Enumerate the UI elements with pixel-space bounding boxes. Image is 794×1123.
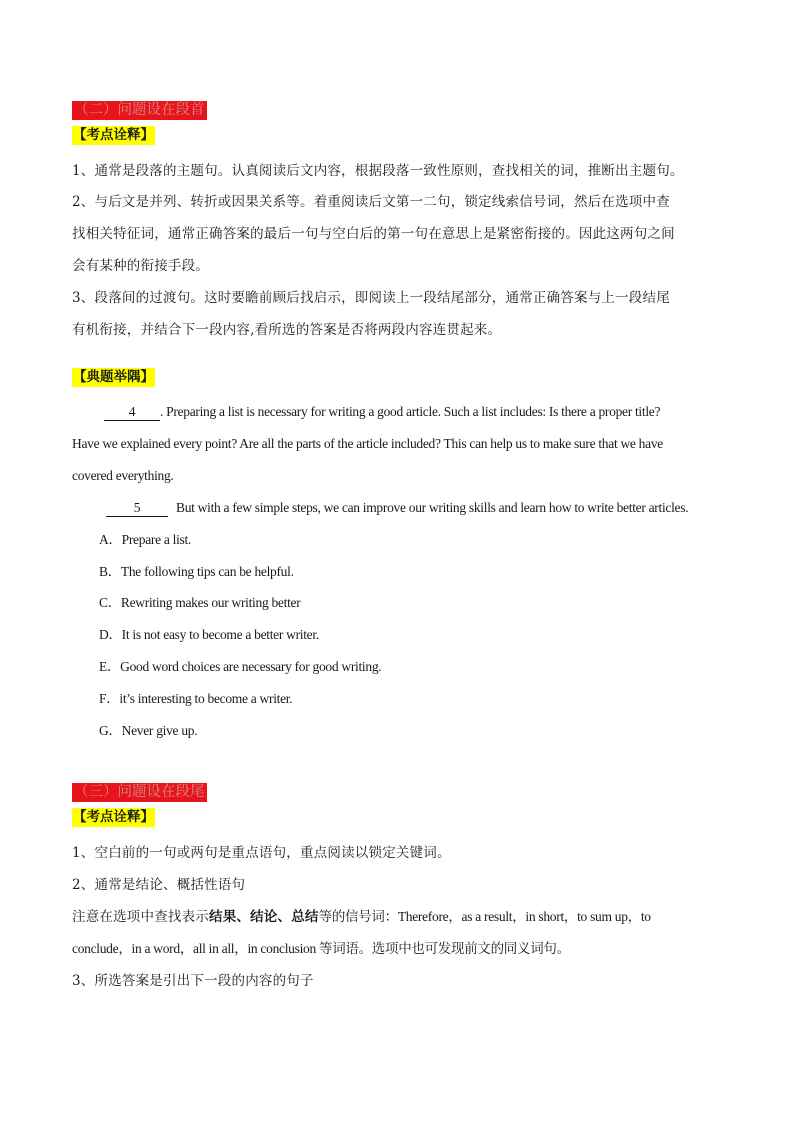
paragraph-line: 有机衔接，并结合下一段内容,看所选的答案是否将两段内容连贯起来。 [72, 322, 502, 338]
question-4-line [104, 402, 660, 422]
option-b: B．The following tips can be helpful. [99, 564, 294, 579]
answer-blank-4: 4 [104, 404, 160, 421]
paragraph-line: 1、通常是段落的主题句。认真阅读后文内容，根据段落一致性原则，查找相关的词，推断出主题句。 [72, 163, 684, 179]
keyword-summary: 总结 [291, 909, 319, 925]
section-tag-2: 【考点诠释】 [73, 127, 154, 143]
option-d: D．It is not easy to become a better writer. [99, 627, 319, 642]
answer-blank-5: 5 [106, 500, 168, 517]
paragraph-line: 1、空白前的一句或两句是重点语句，重点阅读以锁定关键词。 [72, 845, 451, 861]
question-4-line: covered everything. [72, 468, 174, 483]
paragraph-line [72, 907, 651, 927]
question-5-line [106, 498, 688, 518]
question-4-text: . Preparing a list is necessary for writing a good article. Such a list includes: Is there a proper title? [160, 404, 661, 419]
option-e: E．Good word choices are necessary for good writing. [99, 659, 382, 674]
question-5-text: But with a few simple steps, we can improve our writing skills and learn how to write better articles. [176, 500, 689, 515]
keyword-result: 结果 [209, 909, 237, 925]
separator: 、 [236, 909, 251, 925]
keyword-conclusion: 结论 [250, 909, 278, 925]
paragraph-line: conclude，in a word，all in all，in conclusion 等词语。选项中也可发现前文的同义词句。 [72, 941, 570, 956]
option-c: C．Rewriting makes our writing better [99, 595, 301, 610]
section-title-2: （二）问题设在段首 [74, 102, 205, 118]
paragraph-line: 会有某种的衔接手段。 [72, 258, 209, 274]
paragraph-line: 2、与后文是并列、转折或因果关系等。着重阅读后文第一二句，锁定线索信号词，然后在选项中查 [72, 194, 670, 210]
question-4-line: Have we explained every point? Are all the parts of the article included? This can help us to make sure that we have [72, 436, 663, 451]
paragraph-line: 3、段落间的过渡句。这时要瞻前顾后找启示，即阅读上一段结尾部分，通常正确答案与上一段结尾 [72, 290, 670, 306]
separator: 、 [277, 909, 292, 925]
example-tag: 【典题举隅】 [73, 369, 154, 385]
option-f: F．it’s interesting to become a writer. [99, 691, 293, 706]
paragraph-line: 2、通常是结论、概括性语句 [72, 877, 246, 893]
section-tag-3: 【考点诠释】 [73, 809, 154, 825]
option-a: A．Prepare a list. [99, 532, 191, 547]
paragraph-line: 3、所选答案是引出下一段的内容的句子 [72, 973, 314, 989]
text-run: 等的信号词：Therefore，as a result，in short，to sum up，to [318, 909, 651, 924]
paragraph-line: 找相关特征词，通常正确答案的最后一句与空白后的第一句在意思上是紧密衔接的。因此这两句之间 [72, 226, 675, 242]
section-title-3: （三）问题设在段尾 [74, 784, 205, 800]
option-g: G．Never give up. [99, 723, 198, 738]
text-run: 注意在选项中查找表示 [72, 909, 209, 925]
